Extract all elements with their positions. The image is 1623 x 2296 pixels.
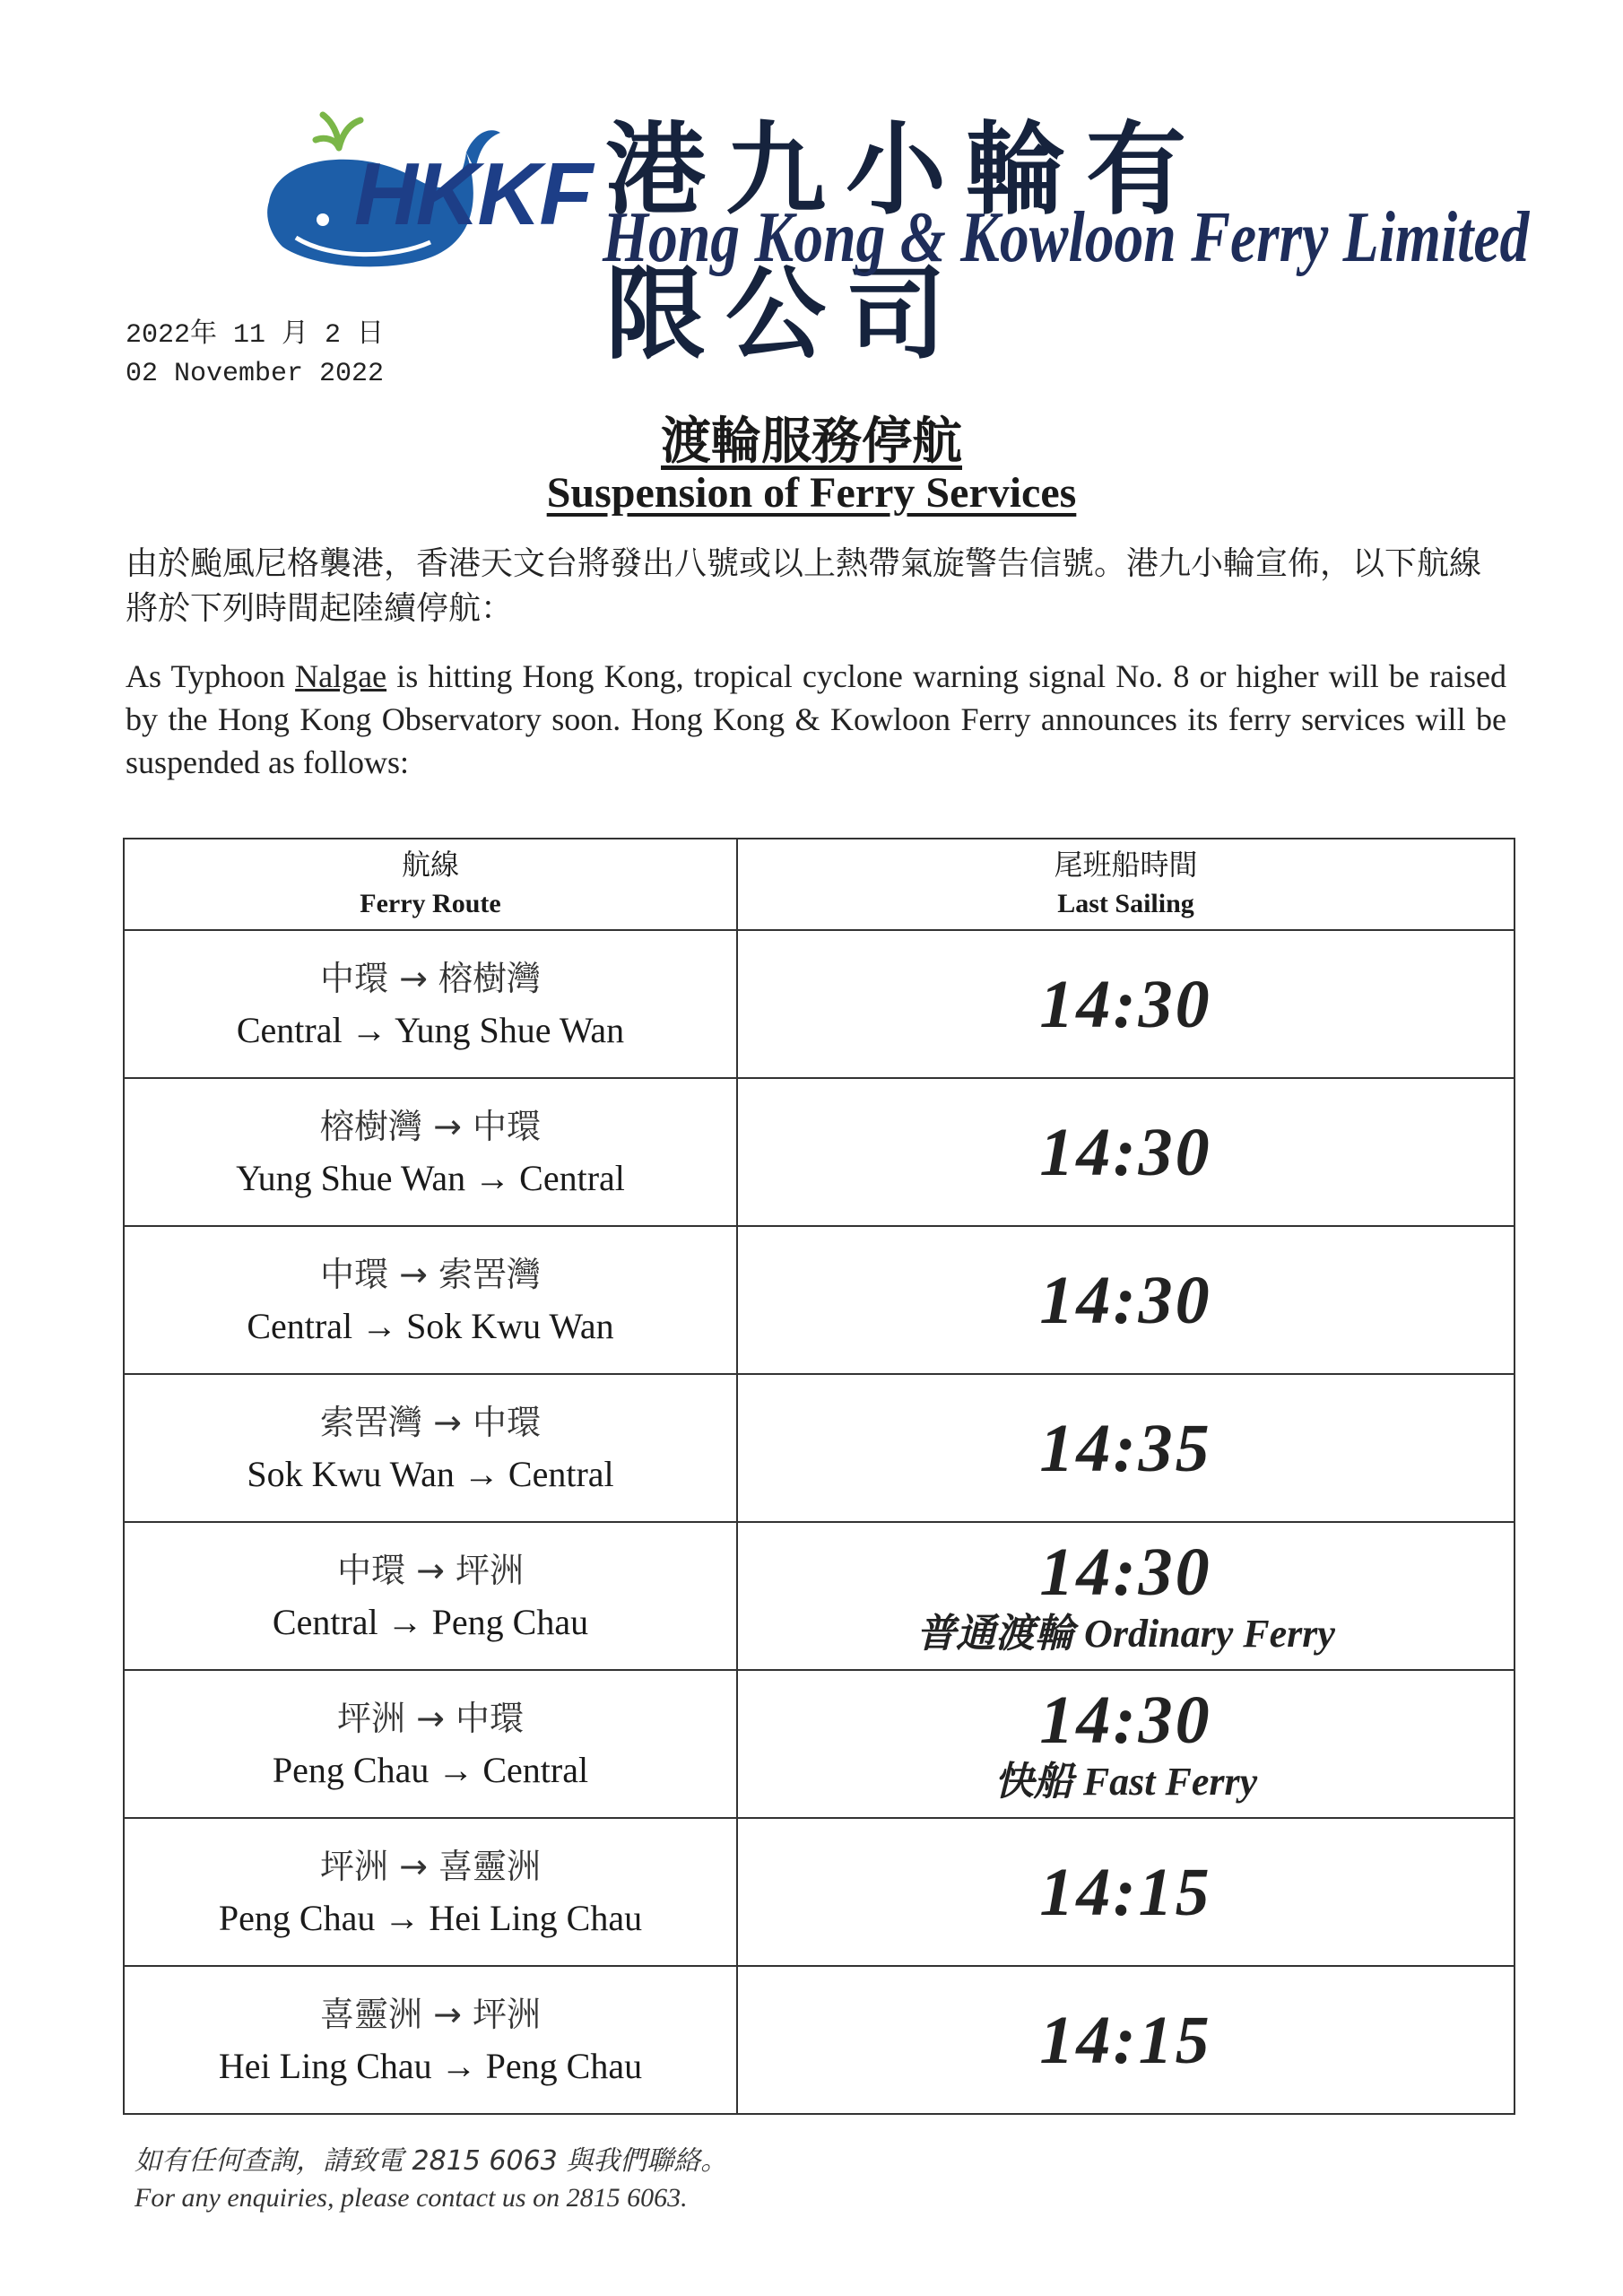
route-cn: 坪洲 → 中環 bbox=[337, 1698, 524, 1738]
route-cell bbox=[124, 1966, 737, 2114]
route-cell bbox=[124, 1078, 737, 1226]
table-row bbox=[124, 1670, 1515, 1818]
last-sailing-time: 14:15 bbox=[1039, 1854, 1212, 1930]
typhoon-name: Nalgae bbox=[295, 658, 387, 694]
last-sailing-cell bbox=[737, 930, 1515, 1078]
ferry-type-cn: 普通渡輪 bbox=[916, 1610, 1075, 1657]
last-sailing-cell bbox=[737, 1818, 1515, 1966]
route-header-en: Ferry Route bbox=[360, 889, 501, 918]
route-cell bbox=[124, 1670, 737, 1818]
table-body bbox=[124, 930, 1515, 2114]
letterhead bbox=[260, 90, 1530, 373]
ferry-type bbox=[739, 1758, 1513, 1806]
table-row bbox=[124, 1818, 1515, 1966]
last-sailing-time: 14:30 bbox=[1039, 1682, 1212, 1758]
route-en: Peng Chau → Hei Ling Chau bbox=[218, 1897, 643, 1938]
table-row bbox=[124, 1966, 1515, 2114]
route-cn: 榕樹灣 → 中環 bbox=[320, 1106, 541, 1146]
route-en: Yung Shue Wan → Central bbox=[236, 1157, 625, 1198]
route-en: Central → Sok Kwu Wan bbox=[247, 1305, 614, 1346]
title-cn: 渡輪服務停航 bbox=[661, 412, 962, 471]
footer-cn: 如有任何查詢，請致電 2815 6063 與我們聯絡。 bbox=[135, 2145, 728, 2177]
table-row bbox=[124, 1374, 1515, 1522]
company-name-cn: 港九小輪有限公司 bbox=[605, 111, 1206, 373]
last-sailing-time: 14:30 bbox=[1039, 1114, 1212, 1190]
route-en: Central → Peng Chau bbox=[272, 1601, 589, 1642]
route-en: Sok Kwu Wan → Central bbox=[247, 1453, 614, 1494]
last-sailing-cell bbox=[737, 1226, 1515, 1374]
route-cn: 中環 → 坪洲 bbox=[337, 1550, 524, 1590]
table-row bbox=[124, 1522, 1515, 1670]
last-sailing-time: 14:30 bbox=[1039, 966, 1212, 1042]
route-header bbox=[124, 839, 737, 930]
table-row bbox=[124, 930, 1515, 1078]
route-cn: 喜靈洲 → 坪洲 bbox=[320, 1994, 541, 2034]
sailing-header bbox=[737, 839, 1515, 930]
footer-en: For any enquiries, please contact us on 2815 6063. bbox=[135, 2183, 688, 2213]
sailing-header-en: Last Sailing bbox=[1057, 889, 1194, 918]
notice-en-post: is hitting Hong Kong, tropical cyclone warning signal No. 8 or higher will be raised by the Hong Kong Observatory soon. Hong Kong & Kowloon Ferry announces its ferry services will be suspended as follows: bbox=[126, 658, 1506, 780]
notice-en-pre: As Typhoon bbox=[126, 658, 296, 694]
ferry-type-en: Fast Ferry bbox=[1082, 1759, 1258, 1804]
table-header-row bbox=[124, 839, 1515, 930]
route-cn: 中環 → 索罟灣 bbox=[320, 1254, 541, 1294]
route-cn: 坪洲 → 喜靈洲 bbox=[320, 1846, 541, 1886]
last-sailing-cell bbox=[737, 1374, 1515, 1522]
sailing-header-cn: 尾班船時間 bbox=[1054, 848, 1198, 882]
table-row bbox=[124, 1078, 1515, 1226]
last-sailing-cell bbox=[737, 1966, 1515, 2114]
last-sailing-time: 14:35 bbox=[1039, 1410, 1212, 1486]
route-cell bbox=[124, 1522, 737, 1670]
ferry-type-cn: 快船 bbox=[994, 1758, 1073, 1805]
route-cell bbox=[124, 930, 737, 1078]
route-en: Peng Chau → Central bbox=[272, 1749, 589, 1790]
route-cn: 索罟灣 → 中環 bbox=[320, 1402, 541, 1442]
ferry-type bbox=[739, 1610, 1513, 1658]
last-sailing-time: 14:30 bbox=[1039, 1262, 1212, 1338]
route-en: Central → Yung Shue Wan bbox=[236, 1009, 625, 1050]
ferry-type-en: Ordinary Ferry bbox=[1084, 1611, 1335, 1656]
date-cn: 2022年 11 月 2 日 bbox=[126, 320, 385, 351]
last-sailing-cell bbox=[737, 1078, 1515, 1226]
route-en: Hei Ling Chau → Peng Chau bbox=[218, 2045, 643, 2086]
title-en: Suspension of Ferry Services bbox=[546, 469, 1077, 517]
route-cn: 中環 → 榕樹灣 bbox=[320, 958, 541, 998]
date-en: 02 November 2022 bbox=[126, 359, 385, 389]
table-row bbox=[124, 1226, 1515, 1374]
company-name-en: Hong Kong & Kowloon Ferry Limited bbox=[603, 198, 1530, 277]
last-sailing-time: 14:30 bbox=[1039, 1534, 1212, 1610]
route-header-cn: 航線 bbox=[401, 848, 459, 882]
route-cell bbox=[124, 1226, 737, 1374]
last-sailing-cell bbox=[737, 1522, 1515, 1670]
notice-cn: 由於颱風尼格襲港，香港天文台將發出八號或以上熱帶氣旋警告信號。港九小輪宣佈，以下航線將於下列時間起陸續停航： bbox=[126, 545, 1482, 627]
suspension-table bbox=[123, 838, 1515, 2115]
company-logo bbox=[260, 99, 592, 278]
notice-en bbox=[126, 655, 1506, 784]
last-sailing-cell bbox=[737, 1670, 1515, 1818]
route-cell bbox=[124, 1818, 737, 1966]
last-sailing-time: 14:15 bbox=[1039, 2002, 1212, 2078]
route-cell bbox=[124, 1374, 737, 1522]
logo-wordmark: HKKF bbox=[354, 144, 592, 243]
